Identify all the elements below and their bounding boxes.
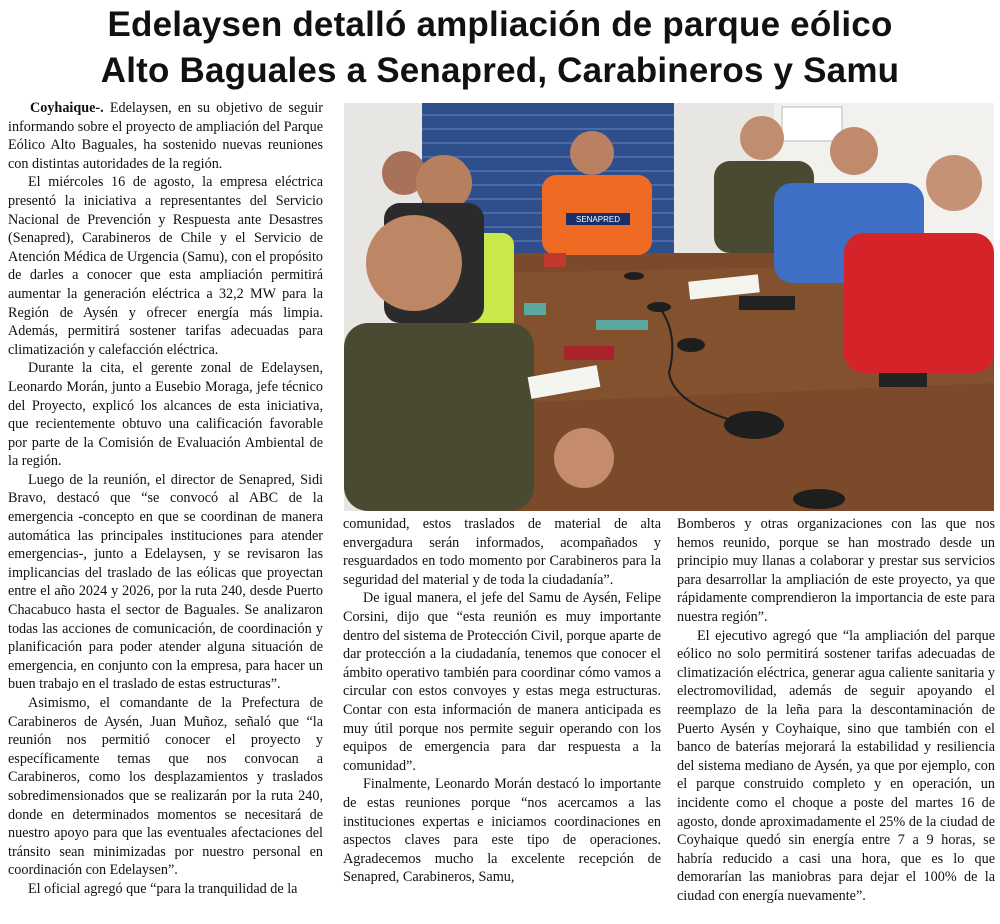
headline bbox=[0, 2, 1000, 94]
meeting-photo-illustration bbox=[344, 103, 994, 511]
article-paragraph: El ejecutivo agregó que “la ampliación del parque eólico no solo permitirá sostener tarifas adecuadas de climatización eléctrica, generar agua caliente sanitaria y electromovilidad, además de seguir apoyando el reemplazo de la leña para la descontaminación de Puerto Aysén y Coyhaique, sino que también con el banco de baterías mejorará la estabilidad y resiliencia del sistema mediano de Aysén, ya que por ejemplo, con el parque construido completo y en operación, un incidente como el choque a poste del martes 16 de agosto, donde aproximadamente el 25% de la ciudad de Coyhaique quedó sin energía entre 7 a 9 horas, se habría reducido a casi una hora, que es lo que demorarían las maniobras para dejar el 100% de la ciudad con energía nuevamente”. bbox=[677, 627, 995, 904]
article-paragraph: El oficial agregó que “para la tranquilidad de la bbox=[28, 880, 298, 897]
person-head bbox=[926, 155, 982, 211]
headline-line-2: Alto Baguales a Senapred, Carabineros y Samu bbox=[100, 51, 900, 90]
vest-label: SENAPRED bbox=[575, 215, 621, 224]
person-head bbox=[570, 131, 614, 175]
article-paragraph: comunidad, estos traslados de material de alta envergadura serán informados, acompañados y resguardados en todo momento por Carabineros para la seguridad del material y de toda la ciudadanía”. bbox=[343, 516, 661, 588]
person-head bbox=[366, 215, 462, 311]
person-head bbox=[740, 116, 784, 160]
phone bbox=[739, 296, 795, 310]
phone bbox=[564, 346, 614, 360]
person-red-jacket bbox=[844, 233, 994, 373]
dateline: Coyhaique-. bbox=[30, 100, 104, 116]
article-paragraph: Durante la cita, el gerente zonal de Edelaysen, Leonardo Morán, junto a Eusebio Moraga, jefe técnico del Proyecto, explicó los alcances de esta iniciativa, que recientemente obtuvo una calificación favorable por parte de la Comisión de Evaluación Ambiental de la región. bbox=[8, 360, 323, 470]
cup bbox=[544, 253, 566, 267]
conference-microphone bbox=[724, 411, 784, 439]
phone bbox=[879, 373, 927, 387]
person-foreground-jacket bbox=[344, 323, 534, 511]
article-paragraph: Finalmente, Leonardo Morán destacó lo importante de estas reuniones porque “nos acercamos a las instituciones expertas e iniciamos coordinaciones en aspectos claves para este tipo de operaciones. Agradecemos mucho la excelente recepción de Senapred, Carabineros, Samu, bbox=[343, 776, 661, 886]
article-paragraph: Luego de la reunión, el director de Senapred, Sidi Bravo, destacó que “se convocó al ABC de la emergencia -concepto en que se coordinan de manera automática las principales instituciones para atender emergencias-, junto a Edelaysen, y se revisaron las implicancias del traslado de las eólicas que proyectan entre el año 2024 y 2026, por la ruta 240, desde Puerto Chacabuco hasta el sector de Baguales. Se analizaron todas las acciones de comunicación, de coordinación y planificación para poder atender alguna situación de emergencia, en conjunto con la empresa, para hacer un buen trabajo en el traslado de estas estructuras”. bbox=[8, 471, 323, 693]
article-paragraph: El miércoles 16 de agosto, la empresa eléctrica presentó la iniciativa a representantes del Servicio Nacional de Prevención y Respuesta ante Desastres (Senapred), Carabineros de Chile y el Servicio de Atención Médica de Urgencia (Samu), con el propósito de darles a conocer que esta ampliación permitirá aumentar la generación eléctrica a 32,2 MW para la Región de Aysén y ofrecer energía más limpia. Además, permitirá sostener tarifas adecuadas para climatización y calefacción eléctrica. bbox=[8, 174, 323, 358]
article-column-3 bbox=[677, 515, 995, 905]
photo-sign bbox=[782, 107, 842, 141]
article-paragraph: De igual manera, el jefe del Samu de Aysén, Felipe Corsini, dijo que “esta reunión es muy importante dentro del sistema de Protección Civil, porque aparte de dar protección a la ciudadanía, tenemos que conocer el ámbito operativo también para coordinar cómo vamos a circular con estos convoyes y estas mega estructuras. Contar con esta información de manera anticipada es muy útil porque nos permite seguir operando con los equipos de emergencia para dar respuesta a la comunidad”. bbox=[343, 590, 661, 774]
person-head bbox=[830, 127, 878, 175]
article-column-2 bbox=[343, 515, 661, 887]
card bbox=[596, 320, 648, 330]
headline-line-1: Edelaysen detalló ampliación de parque eólico bbox=[107, 5, 893, 44]
article-paragraph bbox=[8, 99, 323, 173]
meeting-photo bbox=[344, 103, 994, 511]
article-paragraph: Asimismo, el comandante de la Prefectura de Carabineros de Aysén, Juan Muñoz, señaló que “la reunión nos permitió conocer el proyecto y específicamente temas que nos convocan a Carabineros, como los desplazamientos y traslados sobredimensionados que se realizarán por la ruta 240, donde en determinados momentos se necesitará de nuestro apoyo para que las eventuales afectaciones del tránsito sean minimizadas por nuestro personal en coordinación con Edelaysen”. bbox=[8, 695, 323, 879]
article-column-1 bbox=[8, 99, 323, 899]
person-head bbox=[416, 155, 472, 211]
article-paragraph: Bomberos y otras organizaciones con las que nos hemos reunido, porque se han mostrado desde un principio muy llanas a colaborar y prestar sus servicios para desarrollar la ampliación de este proyecto, ya que rápidamente comprendieron la importancia de este para nuestra región”. bbox=[677, 516, 995, 625]
paragraph-text: Edelaysen, en su objetivo de seguir informando sobre el proyecto de ampliación del Parque Eólico Alto Baguales, ha sostenido nuevas reuniones con distintas autoridades de la región. bbox=[8, 100, 323, 172]
